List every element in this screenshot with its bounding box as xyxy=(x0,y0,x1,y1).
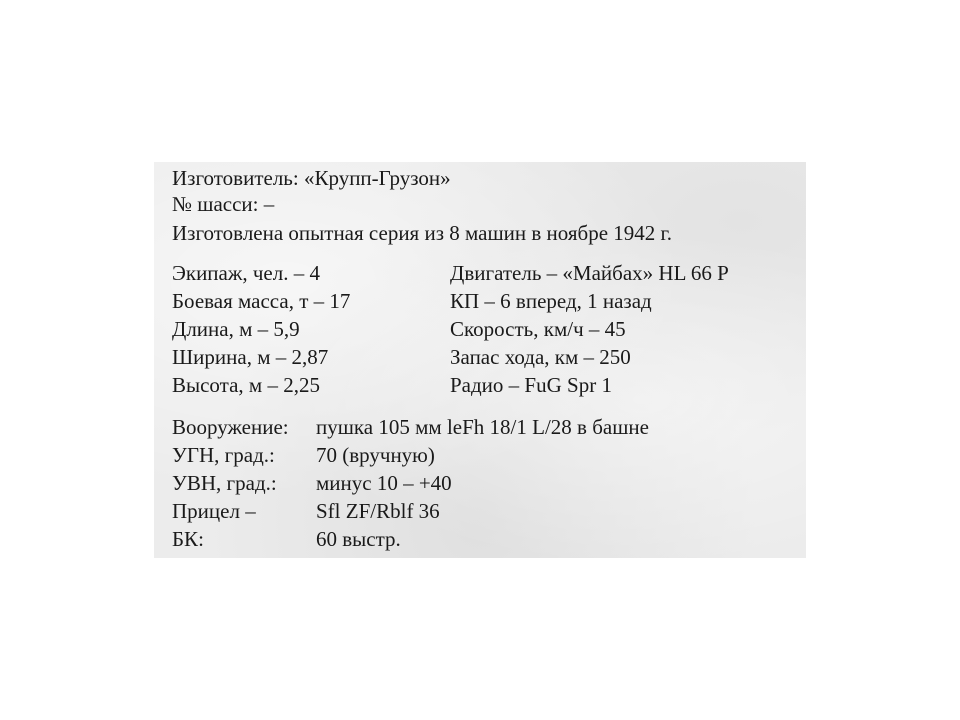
ammo-label: БК: xyxy=(172,527,204,551)
chassis-line: № шасси: – xyxy=(172,192,275,216)
spec-length: Длина, м – 5,9 xyxy=(172,317,300,341)
traverse-label: УГН, град.: xyxy=(172,443,275,467)
spec-radio: Радио – FuG Spr 1 xyxy=(450,373,612,397)
manufacturer-line: Изготовитель: «Крупп-Грузон» xyxy=(172,166,451,190)
spec-speed: Скорость, км/ч – 45 xyxy=(450,317,626,341)
elevation-value: минус 10 – +40 xyxy=(316,471,452,495)
spec-width: Ширина, м – 2,87 xyxy=(172,345,329,369)
traverse-value: 70 (вручную) xyxy=(316,443,435,467)
spec-weight: Боевая масса, т – 17 xyxy=(172,289,351,313)
spec-height: Высота, м – 2,25 xyxy=(172,373,320,397)
spec-card xyxy=(154,162,806,558)
armament-value: пушка 105 мм leFh 18/1 L/28 в башне xyxy=(316,415,649,439)
armament-label: Вооружение: xyxy=(172,415,289,439)
sight-value: Sfl ZF/Rblf 36 xyxy=(316,499,440,523)
spec-engine: Двигатель – «Майбах» HL 66 P xyxy=(450,261,729,285)
elevation-label: УВН, град.: xyxy=(172,471,277,495)
production-line: Изготовлена опытная серия из 8 машин в ноябре 1942 г. xyxy=(172,221,673,245)
spec-crew: Экипаж, чел. – 4 xyxy=(172,261,320,285)
sight-label: Прицел – xyxy=(172,499,256,523)
ammo-value: 60 выстр. xyxy=(316,527,401,551)
spec-range: Запас хода, км – 250 xyxy=(450,345,631,369)
spec-gearbox: КП – 6 вперед, 1 назад xyxy=(450,289,652,313)
